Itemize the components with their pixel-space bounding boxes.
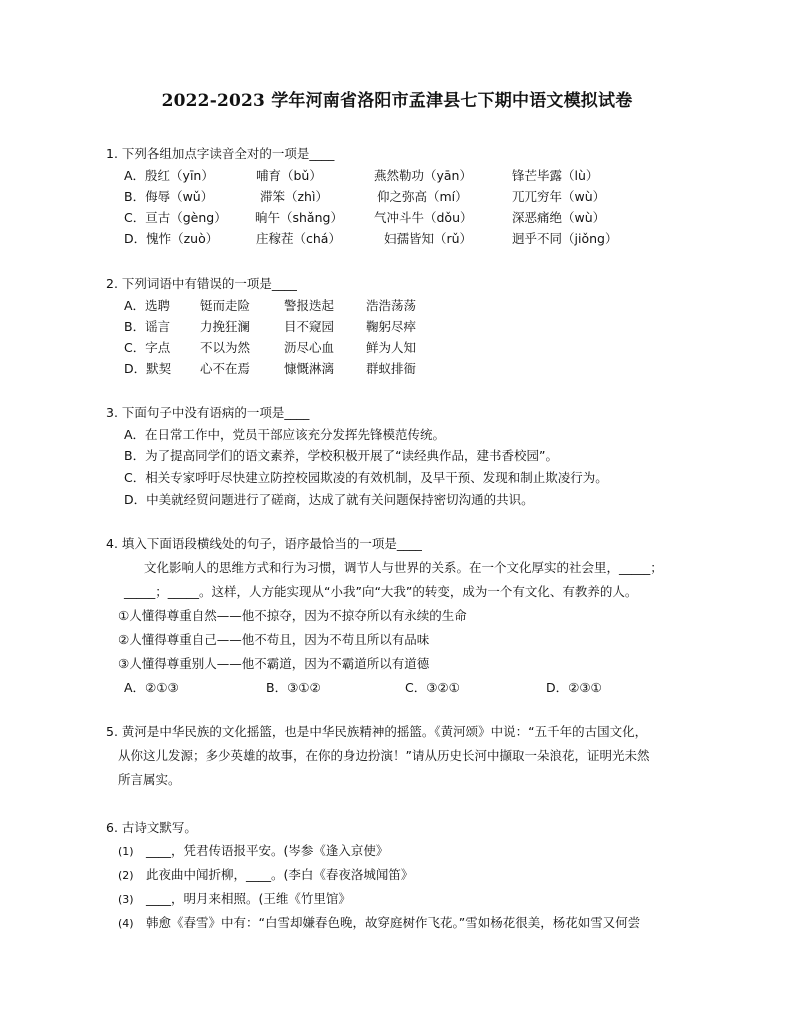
q3-opt-b: B．为了提高同学们的语文素养，学校积极开展了“读经典作品，建书香校园”。 xyxy=(124,448,559,463)
q1-opt-a-1: A．殷红（yīn） xyxy=(124,168,214,183)
q1-opt-c-2: 晌午（shǎng） xyxy=(255,210,343,225)
q2-opt-b-1: B．谣言 xyxy=(124,319,171,334)
q1-opt-c-4: 深恶痛绝（wù） xyxy=(512,210,606,225)
q4-passage-line-1: 文化影响人的思维方式和行为习惯，调节人与世界的关系。在一个文化厚实的社会里，_____； xyxy=(144,560,663,575)
q2-opt-c-4: 鲜为人知 xyxy=(366,340,417,355)
q2-opt-a-1: A．选聘 xyxy=(124,298,171,313)
q6-item-1-text: ____，凭君传语报平安。(岑参《逢入京使》 xyxy=(146,843,389,858)
q2-opt-d-4: 群蚁排衙 xyxy=(366,361,417,376)
q1-opt-d-3: 妇孺皆知（rǔ） xyxy=(384,231,473,246)
q2-opt-c-2: 不以为然 xyxy=(200,340,251,355)
page-title: 2022-2023 学年河南省洛阳市孟津县七下期中语文模拟试卷 xyxy=(161,91,633,111)
q1-opt-b-3: 仰之弥高（mí） xyxy=(377,189,468,204)
q2-opt-b-2: 力挽狂澜 xyxy=(200,319,251,334)
q2-opt-c-1: C．字点 xyxy=(124,340,171,355)
q4-passage-line-2: _____；_____。这样，人方能实现从“小我”向“大我”的转变，成为一个有文化、有教养的人。 xyxy=(124,584,638,599)
q4-item-3: ③人懂得尊重别人——他不霸道，因为不霸道所以有道德 xyxy=(118,656,430,671)
q3-opt-a: A．在日常工作中，党员干部应该充分发挥先锋模范传统。 xyxy=(124,427,446,442)
q1-opt-b-2: 滞笨（zhì） xyxy=(260,189,328,204)
q6-stem: 6. 古诗文默写。 xyxy=(106,820,197,835)
q4-stem: 4. 填入下面语段横线处的句子，语序最恰当的一项是____ xyxy=(106,536,422,551)
q5-line-3: 所言属实。 xyxy=(118,772,181,787)
q4-item-2: ②人懂得尊重自己——他不苟且，因为不苟且所以有品味 xyxy=(118,632,430,647)
q1-opt-a-3: 燕然勒功（yān） xyxy=(374,168,472,183)
q4-choice-b: B．③①② xyxy=(266,680,321,695)
q2-opt-a-2: 铤而走险 xyxy=(200,298,251,313)
q6-item-3-text: ____，明月来相照。(王维《竹里馆》 xyxy=(146,891,351,906)
q5-line-2: 从你这儿发源；多少英雄的故事，在你的身边扮演！”请从历史长河中撷取一朵浪花，证明光未然 xyxy=(118,748,650,763)
q4-choice-d: D．②③① xyxy=(546,680,602,695)
q6-item-4-text: 韩愈《春雪》中有：“白雪却嫌春色晚，故穿庭树作飞花。”雪如杨花很美，杨花如雪又何尝 xyxy=(146,915,641,930)
q3-opt-c: C．相关专家呼吁尽快建立防控校园欺凌的有效机制，及早干预、发现和制止欺凌行为。 xyxy=(124,470,608,485)
q6-item-4-num: (4) xyxy=(118,917,134,930)
q1-opt-d-4: 迥乎不同（jiǒng） xyxy=(512,231,618,246)
q1-opt-a-4: 锋芒毕露（lù） xyxy=(512,168,599,183)
q2-opt-c-3: 沥尽心血 xyxy=(284,340,335,355)
q2-opt-d-2: 心不在焉 xyxy=(200,361,251,376)
q1-opt-b-4: 兀兀穷年（wù） xyxy=(512,189,606,204)
q5-line-1: 5. 黄河是中华民族的文化摇篮，也是中华民族精神的摇篮。《黄河颂》中说：“五千年的古国文化， xyxy=(106,724,648,739)
q1-opt-a-2: 哺育（bǔ） xyxy=(256,168,322,183)
q2-stem: 2. 下列词语中有错误的一项是____ xyxy=(106,276,297,291)
q6-item-1-num: (1) xyxy=(118,845,134,858)
q2-opt-d-1: D．默契 xyxy=(124,361,172,376)
q6-item-2-num: (2) xyxy=(118,869,134,882)
q4-choice-a: A．②①③ xyxy=(124,680,179,695)
q2-opt-a-3: 警报迭起 xyxy=(284,298,335,313)
q3-stem: 3. 下面句子中没有语病的一项是____ xyxy=(106,405,310,420)
q1-opt-d-1: D．愧怍（zuò） xyxy=(124,231,219,246)
q1-opt-c-1: C．亘古（gèng） xyxy=(124,210,227,225)
q2-opt-d-3: 慷慨淋漓 xyxy=(284,361,335,376)
q1-stem: 1. 下列各组加点字读音全对的一项是____ xyxy=(106,146,335,161)
q4-choice-c: C．③②① xyxy=(405,680,460,695)
q2-opt-b-4: 鞠躬尽瘁 xyxy=(366,319,417,334)
q6-item-2-text: 此夜曲中闻折柳，____。(李白《春夜洛城闻笛》 xyxy=(146,867,414,882)
q3-opt-d: D．中美就经贸问题进行了磋商，达成了就有关问题保持密切沟通的共识。 xyxy=(124,492,534,507)
q1-opt-c-3: 气冲斗牛（dǒu） xyxy=(374,210,473,225)
q1-opt-b-1: B．侮辱（wǔ） xyxy=(124,189,214,204)
q6-item-3-num: (3) xyxy=(118,893,134,906)
q2-opt-a-4: 浩浩荡荡 xyxy=(366,298,417,313)
q1-opt-d-2: 庄稼茬（chá） xyxy=(256,231,341,246)
q2-opt-b-3: 目不窥园 xyxy=(284,319,335,334)
q4-item-1: ①人懂得尊重自然——他不掠夺，因为不掠夺所以有永续的生命 xyxy=(118,608,467,623)
